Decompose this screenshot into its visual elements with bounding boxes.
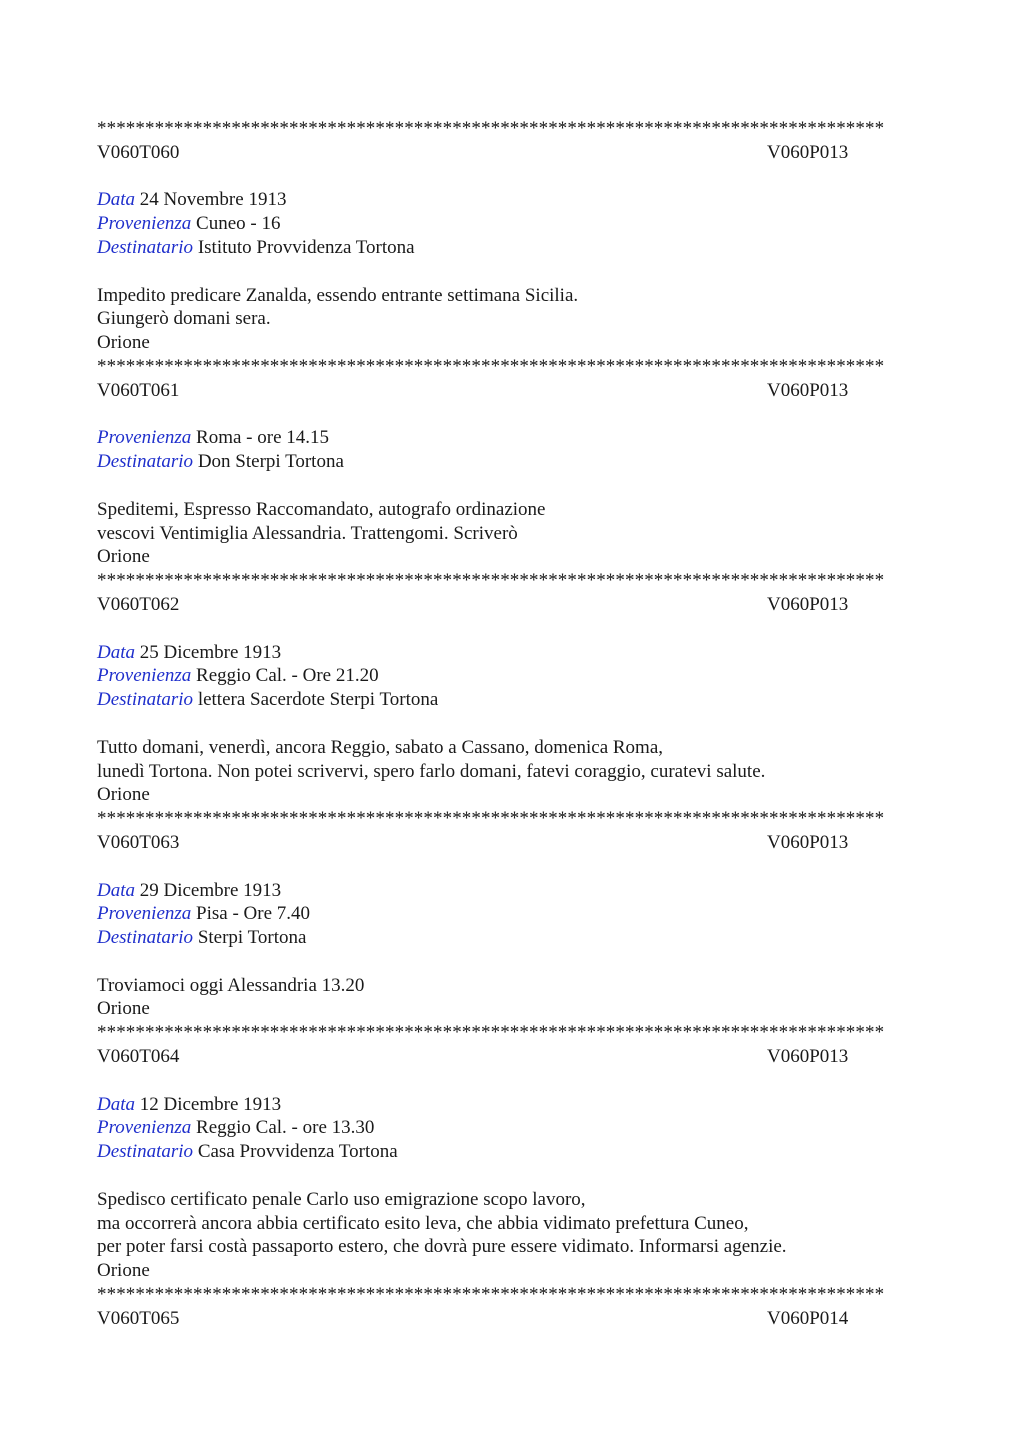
provenienza-line <box>97 212 927 236</box>
date-line <box>97 879 927 903</box>
entry-code: V060T060 <box>97 141 180 163</box>
destinatario-value: Don Sterpi Tortona <box>197 451 344 473</box>
date-line <box>97 641 927 665</box>
entry-header <box>97 593 927 617</box>
body-line: per poter farsi costà passaporto estero, che dovrà pure essere vidimato. Informarsi agenzie. <box>97 1236 787 1258</box>
destinatario-value: lettera Sacerdote Sterpi Tortona <box>197 689 439 711</box>
entry-code: V060T062 <box>97 593 180 615</box>
provenienza-value: Pisa - Ore 7.40 <box>196 903 311 925</box>
date-line <box>97 1093 927 1117</box>
page-ref: V060P013 <box>767 1046 849 1068</box>
document-page <box>97 117 927 1331</box>
separator: ********************************************************************************** <box>97 118 885 139</box>
page-ref: V060P013 <box>767 379 849 401</box>
date-line <box>97 188 927 212</box>
provenienza-value: Roma - ore 14.15 <box>196 427 330 449</box>
provenienza-label: Provenienza <box>97 1117 192 1139</box>
entry-header <box>97 141 927 165</box>
provenienza-line <box>97 902 927 926</box>
entry-header <box>97 831 927 855</box>
body-line: ma occorrerà ancora abbia certificato esito leva, che abbia vidimato prefettura Cuneo, <box>97 1212 749 1234</box>
body-line: Speditemi, Espresso Raccomandato, autografo ordinazione <box>97 498 546 520</box>
destinatario-label: Destinatario <box>97 927 194 949</box>
destinatario-line <box>97 926 927 950</box>
body-line: Tutto domani, venerdì, ancora Reggio, sabato a Cassano, domenica Roma, <box>97 736 664 758</box>
page-ref: V060P014 <box>767 1307 849 1329</box>
data-label: Data <box>97 641 135 663</box>
provenienza-value: Reggio Cal. - ore 13.30 <box>196 1117 375 1139</box>
entry-code: V060T061 <box>97 379 180 401</box>
body-line: Impedito predicare Zanalda, essendo entrante settimana Sicilia. <box>97 284 579 306</box>
entry-header <box>97 379 927 403</box>
destinatario-value: Casa Provvidenza Tortona <box>197 1141 398 1163</box>
destinatario-value: Istituto Provvidenza Tortona <box>197 236 415 258</box>
entry-code: V060T064 <box>97 1046 180 1068</box>
provenienza-line <box>97 426 927 450</box>
entry-code: V060T063 <box>97 831 180 853</box>
separator: ********************************************************************************** <box>97 355 885 377</box>
provenienza-label: Provenienza <box>97 903 192 925</box>
page-ref: V060P013 <box>767 831 849 853</box>
separator: ********************************************************************************** <box>97 1022 885 1044</box>
destinatario-label: Destinatario <box>97 1141 194 1163</box>
date-value: 29 Dicembre 1913 <box>139 879 282 901</box>
separator: ********************************************************************************** <box>97 570 885 592</box>
provenienza-value: Cuneo - 16 <box>196 213 281 235</box>
destinatario-label: Destinatario <box>97 451 194 473</box>
separator: ********************************************************************************** <box>97 1284 885 1306</box>
provenienza-line <box>97 664 927 688</box>
signature: Orione <box>97 332 150 354</box>
provenienza-label: Provenienza <box>97 213 192 235</box>
date-value: 12 Dicembre 1913 <box>139 1093 282 1115</box>
date-value: 24 Novembre 1913 <box>139 189 287 211</box>
date-value: 25 Dicembre 1913 <box>139 641 282 663</box>
provenienza-label: Provenienza <box>97 427 192 449</box>
destinatario-label: Destinatario <box>97 236 194 258</box>
destinatario-line <box>97 450 927 474</box>
destinatario-label: Destinatario <box>97 689 194 711</box>
entry-header <box>97 1045 927 1069</box>
provenienza-label: Provenienza <box>97 665 192 687</box>
page-ref: V060P013 <box>767 141 849 163</box>
destinatario-line <box>97 236 927 260</box>
signature: Orione <box>97 784 150 806</box>
data-label: Data <box>97 1093 135 1115</box>
signature: Orione <box>97 998 150 1020</box>
provenienza-line <box>97 1116 927 1140</box>
entry-code: V060T065 <box>97 1307 180 1329</box>
body-line: vescovi Ventimiglia Alessandria. Trattengomi. Scriverò <box>97 522 518 544</box>
signature: Orione <box>97 546 150 568</box>
destinatario-value: Sterpi Tortona <box>197 927 307 949</box>
provenienza-value: Reggio Cal. - Ore 21.20 <box>196 665 379 687</box>
body-line: Spedisco certificato penale Carlo uso emigrazione scopo lavoro, <box>97 1188 586 1210</box>
separator: ********************************************************************************** <box>97 808 885 830</box>
body-line: Troviamoci oggi Alessandria 13.20 <box>97 974 365 996</box>
data-label: Data <box>97 189 135 211</box>
data-label: Data <box>97 879 135 901</box>
body-line: Giungerò domani sera. <box>97 308 271 330</box>
page-ref: V060P013 <box>767 593 849 615</box>
body-line: lunedì Tortona. Non potei scrivervi, spero farlo domani, fatevi coraggio, curatevi salute. <box>97 760 766 782</box>
destinatario-line <box>97 1140 927 1164</box>
entry-header <box>97 1307 927 1331</box>
signature: Orione <box>97 1260 150 1282</box>
destinatario-line <box>97 688 927 712</box>
